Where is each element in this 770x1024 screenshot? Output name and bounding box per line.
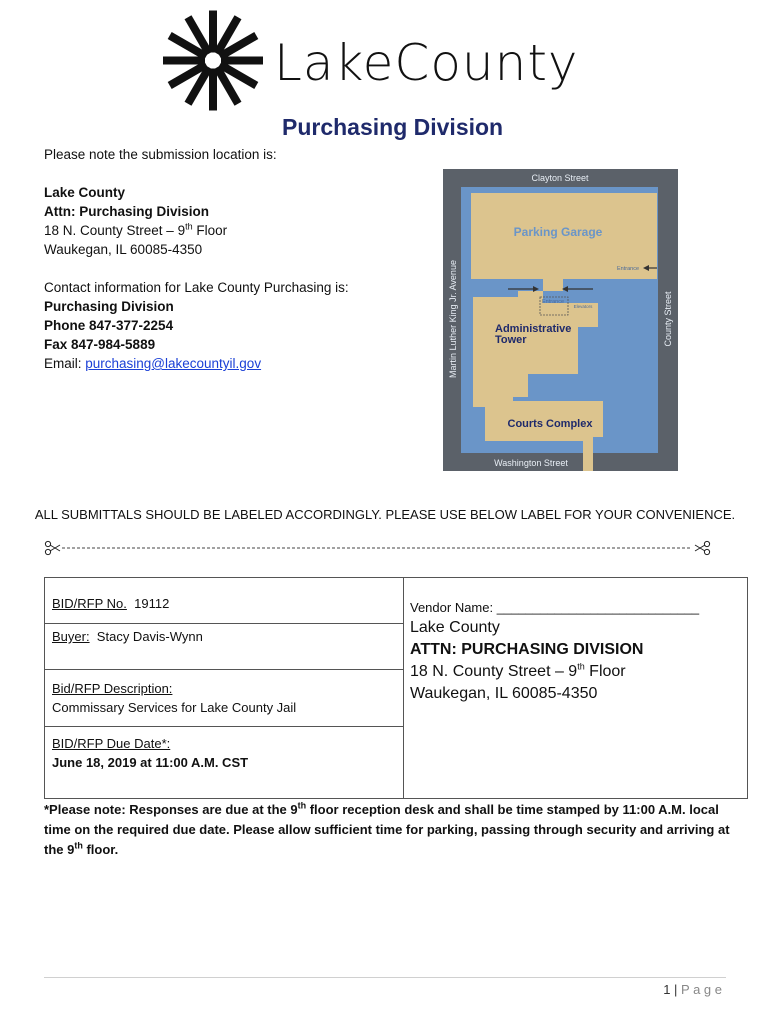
buyer-value: Stacy Davis-Wynn bbox=[89, 629, 203, 644]
lake-county-logo-icon bbox=[158, 8, 268, 113]
buyer-label: Buyer: bbox=[52, 629, 90, 644]
email-link[interactable]: purchasing@lakecountyil.gov bbox=[85, 356, 262, 371]
mlk-avenue-label: Martin Luther King Jr. Avenue bbox=[448, 260, 458, 378]
contact-name: Purchasing Division bbox=[44, 299, 174, 314]
description-label: Bid/RFP Description: bbox=[52, 681, 173, 696]
location-map bbox=[443, 169, 678, 471]
cut-line bbox=[44, 540, 712, 556]
county-street-label: County Street bbox=[663, 291, 673, 347]
entrance-mid-label: Entrance bbox=[541, 299, 565, 305]
footer-divider bbox=[44, 977, 726, 978]
vendor-name-line: Vendor Name: ____________________________ bbox=[410, 600, 700, 615]
clayton-street-label: Clayton Street bbox=[531, 173, 589, 183]
contact-intro: Contact information for Lake County Purchasing is: bbox=[44, 280, 349, 295]
bid-number-label: BID/RFP No. bbox=[52, 596, 127, 611]
label-address-line-2: ATTN: PURCHASING DIVISION bbox=[410, 641, 644, 658]
scissors-left-icon bbox=[45, 541, 60, 554]
logo-wordmark: LakeCounty bbox=[274, 34, 579, 92]
bid-number-cell bbox=[45, 590, 403, 617]
buyer-cell bbox=[45, 623, 403, 650]
contact-fax: Fax 847-984-5889 bbox=[44, 337, 156, 352]
vendor-address-cell bbox=[403, 594, 749, 709]
courts-complex-label: Courts Complex bbox=[507, 418, 593, 430]
administrative-label: Administrative bbox=[495, 323, 572, 335]
intro-text: Please note the submission location is: bbox=[44, 147, 277, 162]
tower-label: Tower bbox=[495, 334, 527, 346]
contact-email-row: Email: purchasing@lakecountyil.gov bbox=[44, 356, 262, 371]
description-value: Commissary Services for Lake County Jail bbox=[52, 700, 297, 715]
contact-block bbox=[44, 278, 349, 373]
page-label: P a g e bbox=[681, 982, 722, 997]
label-address-line-3: 18 N. County Street – 9th Floor bbox=[410, 661, 626, 680]
page-title: Purchasing Division bbox=[282, 114, 504, 140]
due-date-value: June 18, 2019 at 11:00 A.M. CST bbox=[52, 755, 249, 770]
parking-garage-label: Parking Garage bbox=[513, 225, 603, 239]
due-note: *Please note: Responses are due at the 9th floor reception desk and shall be time stamped by 11:00 A.M. local time on the required due date. Please allow sufficient time for parking, passing through security and arriving at the 9th floor. bbox=[44, 800, 730, 857]
entrance-top-label: Entrance bbox=[616, 266, 640, 272]
label-address-line-1: Lake County bbox=[410, 619, 500, 636]
due-date-label: BID/RFP Due Date*: bbox=[52, 736, 171, 751]
washington-street-label: Washington Street bbox=[494, 458, 568, 468]
elevators-label: Elevators bbox=[573, 304, 593, 309]
address-line-1: Lake County bbox=[44, 185, 126, 200]
submission-address bbox=[44, 183, 227, 259]
label-address-line-4: Waukegan, IL 60085-4350 bbox=[410, 685, 598, 702]
address-line-4: Waukegan, IL 60085-4350 bbox=[44, 242, 203, 257]
scissors-right-icon bbox=[695, 541, 710, 554]
mailing-label bbox=[44, 577, 748, 799]
due-date-cell bbox=[45, 726, 403, 776]
address-line-3: 18 N. County Street – 9th Floor bbox=[44, 221, 228, 238]
address-line-2: Attn: Purchasing Division bbox=[44, 204, 210, 219]
page-number: 1 bbox=[663, 982, 671, 997]
description-cell bbox=[45, 669, 403, 721]
bid-number-value: 19112 bbox=[126, 596, 170, 611]
contact-phone: Phone 847-377-2254 bbox=[44, 318, 174, 333]
submittal-notice: ALL SUBMITTALS SHOULD BE LABELED ACCORDINGLY. PLEASE USE BELOW LABEL FOR YOUR CONVENIENCE. bbox=[34, 507, 736, 522]
page-footer: 1 | P a g e bbox=[663, 982, 722, 997]
